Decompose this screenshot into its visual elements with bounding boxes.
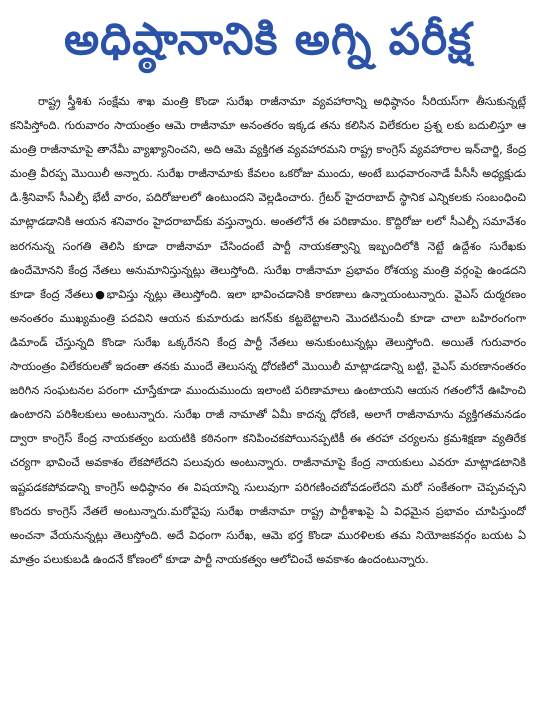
- article-headline: అధిష్ఠానానికి అగ్ని పరీక్ష: [63, 14, 473, 65]
- article-body: రాష్ట్ర స్త్రీశిశు సంక్షేమ శాఖ మంత్రి కొండా సురేఖ రాజీనామా వ్యవహారాన్ని అధిష్ఠానం సీరియస్‌గా తీసుకున్నట్లే కనిపిస్తోంది. గురువారం సాయంత్రం ఆమె రాజీనామా అనంతరం ఇక్కడ తను కలిసిన విలేకరుల ప్రశ్న లకు బదులిస్తూ ఆ మంత్రి రాజీనామాపై తానేమీ వ్యాఖ్యానించని, అది ఆమె వ్యక్తిగత వ్యవహారమని రాష్ట్ర కాంగ్రెస్ వ్యవహారాల ఇన్‌చార్జి, కేంద్ర మంత్రి వీరప్ప మొయిలీ అన్నారు. సురేఖ రాజీనామాకు కేవలం ఒకరోజు ముందు, అంటే బుధవారంనాడే పీసీసీ అధ్యక్షుడు డి.శ్రీనివాస్ సీఎల్పీ భేటీ వారం, పదిరోజులలో ఉంటుందని వెల్లడించారు. గ్రేటర్ హైదరాబాద్ స్థానిక ఎన్నికలకు సంబంధించి మాట్లాడడానికి ఆయన శనివారం హైదరాబాద్‌కు వస్తున్నారు. అంతలోనే ఈ పరిణామం. కొద్దిరోజు లలో సీఎల్పీ సమావేశం జరగనున్న సంగతి తెలిసి కూడా రాజీనామా చేసిందంటే పార్టీ నాయకత్వాన్ని ఇబ్బందిలోకి నెట్టే ఉద్దేశం సురేఖకు ఉందేమోనని కేంద్ర నేతలు అనుమానిస్తున్నట్లు తెలుస్తోంది. సురేఖ రాజీనామా ప్రభావం రోశయ్య మంత్రి వర్గంపై ఉండదని కూడా కేంద్ర నేతలు●భావిస్తు న్నట్లు తెలుస్తోంది. ఇలా భావించడానికి కారణాలు ఉన్నాయంటున్నారు. వైఎస్ దుర్మరణం అనంతరం ముఖ్యమంత్రి పదవిని ఆయన కుమారుడు జగన్‌కు కట్టబెట్టాలని మొదటినుంచీ కూడా చాలా బహిరంగంగా డిమాండ్ చేస్తున్నది కొండా సురేఖ ఒక్కరేనని కేంద్ర పార్టీ నేతలు అనుకుంటున్నట్లు తెలుస్తోంది. అయితే గురువారం సాయంత్రం విలేకరులతో ఇదంతా తనకు ముందే తెలుసన్న ధోరణిలో మొయిలీ మాట్లాడడాన్ని బట్టి, వైఎస్ మరణానంతరం జరిగిన సంఘటనల పరంగా చూస్తేకూడా ముందుముందు ఇలాంటి పరిణామాలు ఉంటాయని ఆయన గతంలోనే ఊహించి ఉంటారని పరిశీలకులు అంటున్నారు. సురేఖ రాజీ నామాతో ఏమీ కాదన్న ధోరణి, అలాగే రాజీనామాను వ్యక్తిగతమనడం ద్వారా కాంగ్రెస్ కేంద్ర నాయకత్వం బయటికి కఠినంగా కనిపించకపోయినప్పటికీ ఈ తరహా చర్యలను క్రమశిక్షణా వ్యతిరేక చర్యగా భావించే అవకాశం లేకపోలేదని పలువురు అంటున్నారు. రాజీనామాపై కేంద్ర నాయకులు ఎవరూ మాట్లాడటానికి ఇష్టపడకపోవడాన్ని కాంగ్రెస్ అధిష్ఠానం ఈ విషయాన్ని సులువుగా పరిగణించబోవడంలేదని మరో సంకేతంగా చెప్పవచ్చని కొందరు కాంగ్రెస్ నేతలే అంటున్నారు.మరోవైపు సురేఖ రాజీనామా రాష్ట్ర పార్టీశాఖపై ఏ విధమైన ప్రభావం చూపిస్తుందో అంచనా వేయనున్నట్లు తెలుస్తోంది. అదే విధంగా సురేఖ, ఆమె భర్త కొండా మురళిలకు తమ నియోజకవర్గం బయట ఏ మాత్రం పలుకుబడి ఉందనే కోణంలో కూడా పార్టీ నాయకత్వం ఆలోచించే అవకాశం ఉందంటున్నారు.: [10, 95, 526, 566]
